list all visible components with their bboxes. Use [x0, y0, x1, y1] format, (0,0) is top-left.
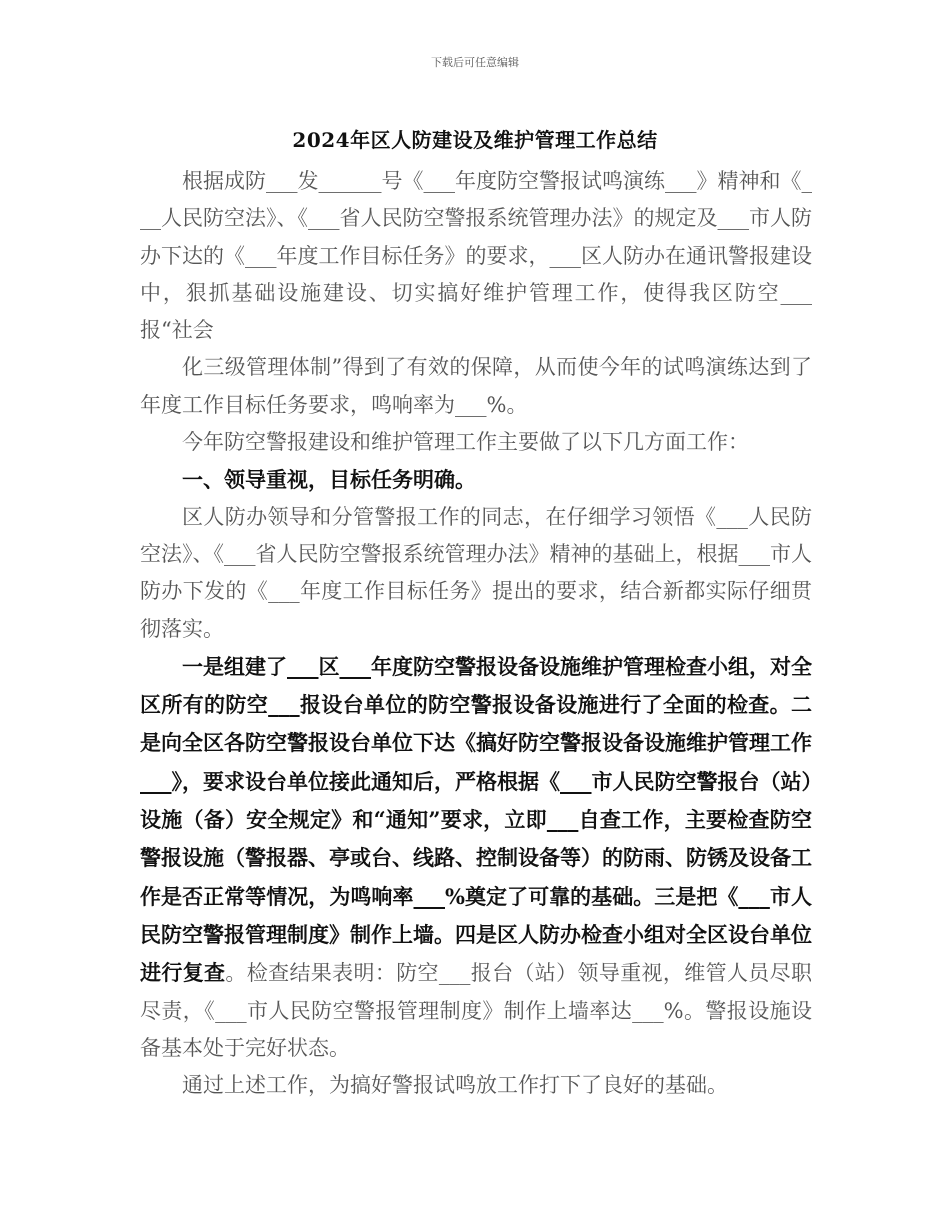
paragraph-6: 通过上述工作，为搞好警报试鸣放工作打下了良好的基础。	[182, 1073, 728, 1098]
paragraph-1: 根据成防___发______号《___年度防空警报试鸣演练___》精神和《___人民防空法》、《___省人民防空警报系统管理办法》的规定及___市人防办下达的《___年度工作目标任务》的要求，___区人防办在通讯警报建设中，狠抓基础设施建设、切实搞好维护管理工作，使得我区防空___报“社会	[140, 169, 812, 343]
paragraph-2: 化三级管理体制”得到了有效的保障，从而使今年的试鸣演练达到了年度工作目标任务要求，鸣响率为___%。	[140, 355, 812, 417]
paragraph-5-bold: 一是组建了___区___年度防空警报设备设施维护管理检查小组，对全区所有的防空___报设台单位的防空警报设备设施进行了全面的检查。二是向全区各防空警报设台单位下达《搞好防空警报设备设施维护管理工作___》，要求设台单位接此通知后，严格根据《___市人民防空警报台（站）设施（备）安全规定》和“通知”要求，立即___自查工作，主要检查防空警报设施（警报器、亭或台、线路、控制设备等）的防雨、防锈及设备工作是否正常等情况，为鸣响率___%奠定了可靠的基础。三是把《___市人民防空警报管理制度》制作上墙。四是区人防办检查小组对全区设台单位进行复查	[140, 653, 812, 986]
document-body	[140, 163, 812, 1104]
paragraph-4: 区人防办领导和分管警报工作的同志，在仔细学习领悟《___人民防空法》、《___省人民防空警报系统管理办法》精神的基础上，根据___市人防办下发的《___年度工作目标任务》提出的要求，结合新都实际仔细贯彻落实。	[140, 504, 812, 641]
header-note: 下载后可任意编辑	[431, 56, 519, 69]
paragraph-5	[140, 648, 812, 1067]
document-title: 2024年区人防建设及维护管理工作总结	[292, 128, 658, 152]
paragraph-3: 今年防空警报建设和维护管理工作主要做了以下几方面工作：	[182, 430, 749, 455]
paragraph-5-normal: 。检查结果表明：防空___报台（站）领导重视，维管人员尽职尽责，《___市人民防空警报管理制度》制作上墙率达___%。警报设施设备基本处于完好状态。	[140, 961, 813, 1060]
section-heading-1: 一、领导重视，目标任务明确。	[182, 467, 476, 493]
